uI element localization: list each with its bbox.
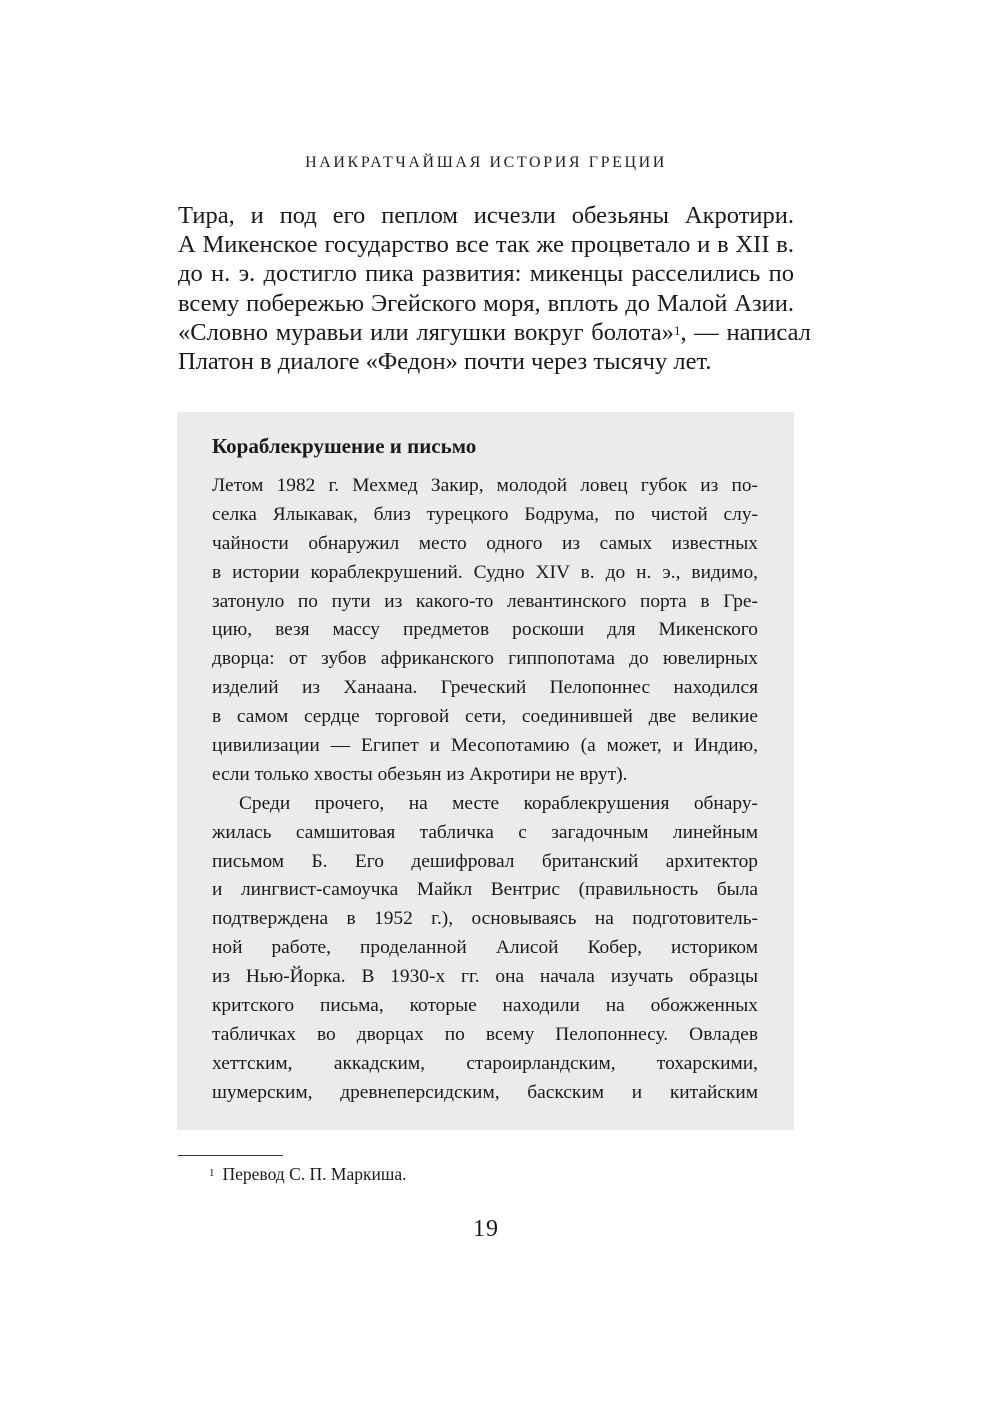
sidebar-p2-line: ной работе, проделанной Алисой Кобер, историком [212, 937, 758, 959]
footnote-text: Перевод С. П. Маркиша. [222, 1164, 407, 1184]
sidebar-body [212, 472, 758, 1108]
sidebar-p2-line: и лингвист-самоучка Майкл Вентрис (правильность была [212, 879, 758, 901]
sidebar-box [177, 412, 794, 1130]
sidebar-p1-line: изделий из Ханаана. Греческий Пелопоннес находился [212, 677, 758, 699]
sidebar-p2-line: табличках во дворцах по всему Пелопоннесу. Овладев [212, 1023, 758, 1045]
main-line-3: до н. э. достигло пика развития: микенцы расселились по [178, 260, 794, 288]
sidebar-p2-line: Среди прочего, на месте кораблекрушения обнару- [239, 792, 758, 814]
main-line-4: всему побережью Эгейского моря, вплоть до Малой Азии. [178, 289, 794, 317]
sidebar-p2-line: подтверждена в 1952 г.), основываясь на подготовитель- [212, 908, 758, 930]
main-line-5-after: , — написал [680, 318, 811, 346]
sidebar-p1-line: селка Ялыкавак, близ турецкого Бодрума, по чистой слу- [212, 503, 758, 525]
footnote-marker: 1 [209, 1167, 215, 1179]
sidebar-p2-line: шумерским, древнеперсидским, баскским и китайским [212, 1081, 758, 1103]
sidebar-p2-line: жилась самшитовая табличка с загадочным линейным [212, 821, 758, 843]
sidebar-p2-line: хеттским, аккадским, староирландским, тохарскими, [212, 1052, 758, 1074]
main-line-5 [178, 318, 811, 347]
main-text [178, 201, 811, 376]
main-line-6: Платон в диалоге «Федон» почти через тысячу лет. [178, 347, 712, 375]
sidebar-p1-line: Летом 1982 г. Мехмед Закир, молодой ловец губок из по- [212, 475, 758, 496]
page-number: 19 [473, 1216, 499, 1242]
sidebar-p1-line: если только хвосты обезьян из Акротири не врут). [212, 763, 628, 785]
sidebar-p2-line: критского письма, которые находили на обожженных [212, 995, 758, 1017]
sidebar-p1-line: затонуло по пути из какого-то левантинского порта в Гре- [212, 590, 758, 612]
sidebar-p1-line: цивилизации — Египет и Месопотамию (а может, и Индию, [212, 735, 758, 757]
footnote-reference[interactable]: 1 [673, 322, 681, 338]
main-line-2: А Микенское государство все так же процветало и в XII в. [178, 231, 794, 259]
sidebar-p1-line: в самом сердце торговой сети, соединившей две великие [212, 706, 758, 728]
sidebar-p1-line: в истории кораблекрушений. Судно XIV в. до н. э., видимо, [212, 561, 758, 583]
sidebar-p2-line: письмом Б. Его дешифровал британский архитектор [212, 850, 758, 872]
footnote [209, 1162, 406, 1186]
sidebar-title: Кораблекрушение и письмо [212, 434, 477, 458]
sidebar-p2-line: из Нью-Йорка. В 1930-х гг. она начала изучать образцы [212, 966, 758, 988]
sidebar-p1-line: дворца: от зубов африканского гиппопотама до ювелирных [212, 648, 758, 670]
main-line-5-quote: «Словно муравьи или лягушки вокруг болота» [178, 318, 674, 346]
sidebar-p1-line: чайности обнаружил место одного из самых известных [212, 532, 758, 554]
main-line-1: Тира, и под его пеплом исчезли обезьяны Акротири. [178, 202, 794, 229]
running-head: НАИКРАТЧАЙШАЯ ИСТОРИЯ ГРЕЦИИ [305, 154, 667, 171]
footnote-rule [178, 1155, 283, 1156]
sidebar-p1-line: цию, везя массу предметов роскоши для Микенского [212, 619, 758, 641]
